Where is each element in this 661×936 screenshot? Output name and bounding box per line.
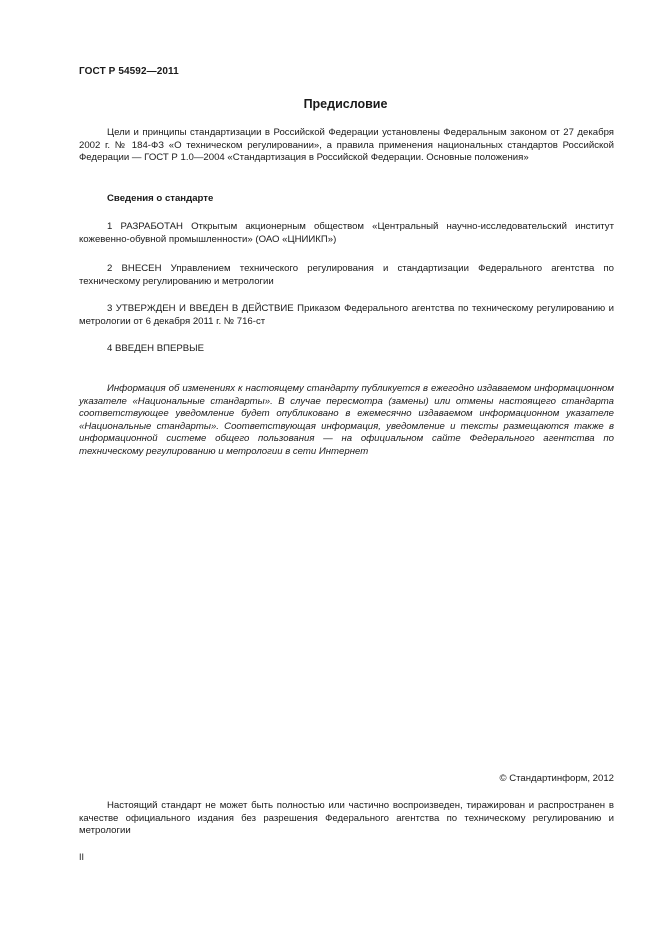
- standard-info-item-approved: 3 УТВЕРЖДЕН И ВВЕДЕН В ДЕЙСТВИЕ Приказом Федерального агентства по техническому регулированию и метрологии от 6 декабря 2011 г. № 716-ст: [79, 303, 614, 327]
- standard-info-heading: Сведения о стандарте: [107, 193, 214, 204]
- standard-info-item-first-introduced: 4 ВВЕДЕН ВПЕРВЫЕ: [107, 343, 205, 354]
- standard-code: ГОСТ Р 54592—2011: [79, 66, 179, 77]
- preface-title: Предисловие: [303, 97, 388, 111]
- legal-notice: Настоящий стандарт не может быть полностью или частично воспроизведен, тиражирован и распространен в качестве официального издания без разрешения Федерального агентства по техническому регулированию и метрологии: [79, 800, 614, 837]
- standard-info-item-developed: 1 РАЗРАБОТАН Открытым акционерным обществом «Центральный научно-исследовательский институт кожевенно-обувной промышленности» (ОАО «ЦНИИКП»): [79, 221, 614, 245]
- copyright-line: © Стандартинформ, 2012: [499, 773, 614, 784]
- changes-notice: Информация об изменениях к настоящему стандарту публикуется в ежегодно издаваемом информационном указателе «Национальные стандарты». В случае пересмотра (замены) или отмены настоящего стандарта соответствующее уведомление будет опубликовано в ежемесячно издаваемом информационном указателе «Национальные стандарты». Соответствующая информация, уведомление и тексты размещаются также в информационной системе общего пользования — на официальном сайте Федерального агентства по техническому регулированию и метрологии в сети Интернет: [79, 383, 614, 457]
- standard-info-item-introduced: 2 ВНЕСЕН Управлением технического регулирования и стандартизации Федерального агентства по техническому регулированию и метрологии: [79, 263, 614, 287]
- preface-intro: Цели и принципы стандартизации в Российской Федерации установлены Федеральным законом от 27 декабря 2002 г. № 184-ФЗ «О техническом регулировании», а правила применения национальных стандартов Российской Федерации — ГОСТ Р 1.0—2004 «Стандартизация в Российской Федерации. Основные положения»: [79, 127, 614, 164]
- page-number: II: [79, 852, 85, 862]
